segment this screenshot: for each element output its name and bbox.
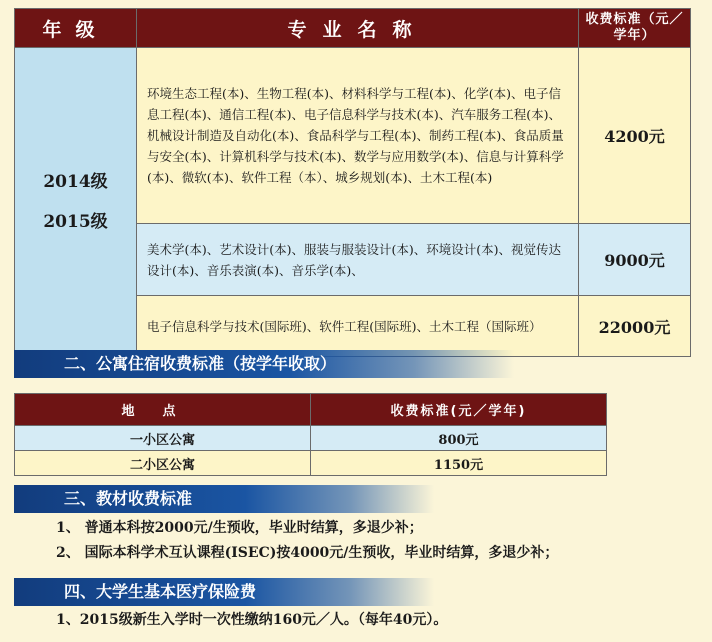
section4-banner: 四、大学生基本医疗保险费 — [14, 578, 434, 606]
majors-cell: 环境生态工程(本)、生物工程(本)、材料科学与工程(本)、化学(本)、电子信息工程(本)、通信工程(本)、电子信息科学与技术(本)、汽车服务工程(本)、机械设计制造及自动化(本)、食品科学与工程(本)、制药工程(本)、食品质量与安全(本)、计算机科学与技术(本)、数学与应用数学(本)、信息与计算科学(本)、微软(本)、软件工程（本）、城乡规划(本)、土木工程(本) — [137, 48, 579, 224]
dorm-header-row — [15, 394, 607, 426]
fee-column-header: 收费标准（元／学年） — [579, 9, 691, 48]
dorm-row — [15, 426, 607, 451]
tuition-header-row — [15, 9, 691, 48]
major-column-header: 专业名称 — [137, 9, 579, 48]
grade-2015: 2015级 — [43, 212, 108, 232]
dorm-fee-cell: 800元 — [311, 426, 607, 451]
majors-cell: 美术学(本)、艺术设计(本)、服装与服装设计(本)、环境设计(本)、视觉传达设计(本)、音乐表演(本)、音乐学(本)、 — [137, 224, 579, 296]
list-item: 1、2015级新生入学时一次性缴纳160元／人。（每年40元）。 — [56, 612, 448, 628]
list-item: 2、 国际本科学术互认课程(ISEC)按4000元/生预收，毕业时结算，多退少补； — [56, 545, 559, 561]
fee-cell: 4200元 — [579, 48, 691, 224]
tuition-table — [14, 8, 691, 357]
dorm-fee-column-header: 收费标准(元／学年) — [311, 394, 607, 426]
section3-banner: 三、教材收费标准 — [14, 485, 434, 513]
fee-cell: 22000元 — [579, 296, 691, 357]
dorm-fee-table — [14, 393, 607, 476]
dorm-fee-cell: 1150元 — [311, 451, 607, 476]
dorm-row — [15, 451, 607, 476]
majors-cell: 电子信息科学与技术(国际班)、软件工程(国际班)、土木工程（国际班） — [137, 296, 579, 357]
location-column-header: 地点 — [15, 394, 311, 426]
grade-cell — [15, 48, 137, 357]
textbook-fee-list — [56, 516, 558, 566]
dorm-location-cell: 二小区公寓 — [15, 451, 311, 476]
grade-column-header: 年级 — [15, 9, 137, 48]
dorm-location-cell: 一小区公寓 — [15, 426, 311, 451]
list-item: 1、 普通本科按2000元/生预收，毕业时结算，多退少补； — [56, 520, 423, 536]
tuition-row — [15, 48, 691, 224]
fee-cell: 9000元 — [579, 224, 691, 296]
grade-2014: 2014级 — [43, 172, 108, 192]
insurance-fee-list — [56, 608, 447, 633]
section2-banner: 二、公寓住宿收费标准（按学年收取） — [14, 350, 514, 378]
